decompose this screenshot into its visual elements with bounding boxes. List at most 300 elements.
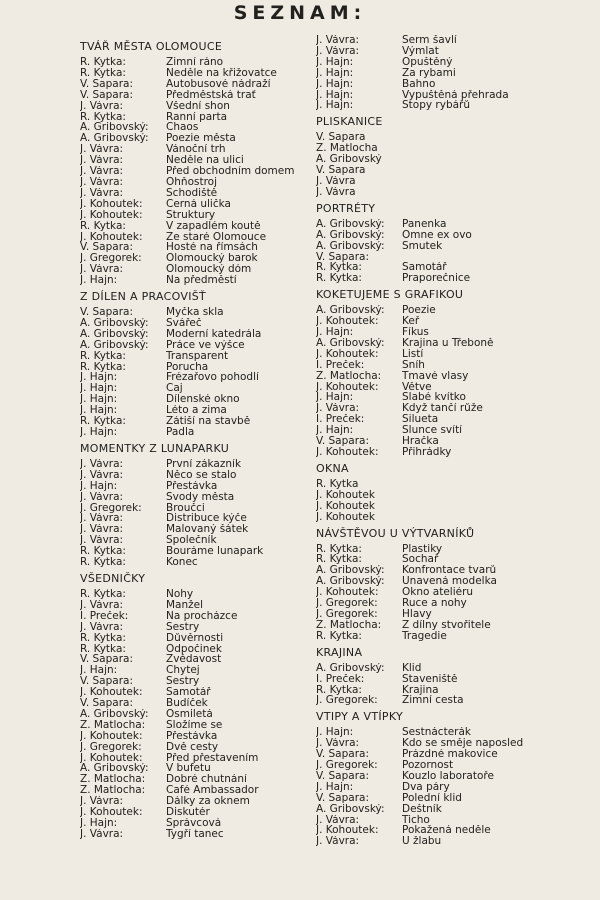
- work-title: Dálky za oknem: [166, 796, 250, 808]
- author-name: J. Kohoutek:: [80, 231, 143, 243]
- list-item: [316, 782, 588, 793]
- list-item: [80, 709, 312, 720]
- list-item: [316, 219, 588, 230]
- work-title: [402, 252, 588, 263]
- list-item: [316, 46, 588, 57]
- list-item: [316, 414, 588, 425]
- author-name: R. Kytka:: [316, 630, 362, 642]
- list-item: [80, 177, 312, 188]
- list-item: [316, 403, 588, 414]
- work-title: Transparent: [166, 350, 229, 362]
- list-item: [316, 436, 588, 447]
- author-name: V. Sapara:: [316, 770, 369, 782]
- section-navstevou-u-vytvarniku: [316, 528, 588, 642]
- list-item: [80, 676, 312, 687]
- work-title: Na procházce: [166, 610, 238, 622]
- work-title: Dílenské okno: [166, 394, 240, 406]
- author-name: J. Hajn:: [80, 480, 118, 492]
- list-item: [80, 57, 312, 68]
- author-name: J. Hajn:: [316, 78, 354, 90]
- list-item: [80, 731, 312, 742]
- list-item: [80, 416, 312, 427]
- work-title: Smutek: [402, 240, 443, 252]
- work-title: Práce ve výšce: [166, 339, 245, 351]
- list-item: [80, 763, 312, 774]
- author-name: A. Gribovský:: [316, 305, 385, 317]
- author-name: I. Preček:: [316, 414, 365, 426]
- list-item: [316, 598, 588, 609]
- list-item: [316, 382, 588, 393]
- work-title: Polední klid: [402, 792, 462, 804]
- work-title: Složíme se: [166, 719, 223, 731]
- list-item: [80, 535, 312, 546]
- work-title: [402, 165, 588, 176]
- list-item: [316, 738, 588, 749]
- author-name: J. Gregorek:: [316, 608, 378, 620]
- list-item: [80, 221, 312, 232]
- list-item: [316, 674, 588, 685]
- work-title: První zákazník: [166, 458, 242, 470]
- work-title: Hlavy: [402, 608, 432, 620]
- list-item: [316, 338, 588, 349]
- work-title: Samotář: [402, 262, 447, 274]
- author-name: I. Preček:: [316, 673, 365, 685]
- list-item: [80, 774, 312, 785]
- author-name: R. Kytka:: [80, 220, 126, 232]
- work-title: Silueta: [402, 414, 439, 426]
- author-name: J. Hajn:: [80, 383, 118, 395]
- list-item: [80, 351, 312, 362]
- list-item: [80, 362, 312, 373]
- author-name: V. Sapara: [316, 132, 366, 144]
- list-item: [316, 230, 588, 241]
- list-item: [80, 807, 312, 818]
- work-title: Léto a zima: [166, 405, 227, 417]
- author-name: J. Kohoutek:: [80, 730, 143, 742]
- author-name: J. Gregorek:: [80, 502, 142, 514]
- author-name: R. Kytka:: [80, 361, 126, 373]
- list-item: [316, 501, 588, 512]
- work-title: Malovaný šátek: [166, 524, 249, 536]
- list-item: [80, 753, 312, 764]
- work-title: Tygří tanec: [166, 828, 224, 840]
- section-continued: [316, 35, 588, 111]
- section-vsednicky: [80, 573, 312, 840]
- work-title: Zvědavost: [166, 654, 222, 666]
- work-title: Distribuce kýče: [166, 513, 247, 525]
- work-title: Za rybami: [402, 67, 456, 79]
- list-item: [80, 698, 312, 709]
- author-name: J. Vávra:: [316, 403, 360, 415]
- work-title: Bouráme lunapark: [166, 546, 264, 558]
- right-column: [316, 35, 588, 847]
- section-portrety: [316, 203, 588, 284]
- author-name: J. Kohoutek:: [80, 209, 143, 221]
- list-item: [80, 589, 312, 600]
- author-name: V. Sapara:: [80, 89, 133, 101]
- author-name: A. Gribovský:: [316, 576, 385, 588]
- work-title: Deštník: [402, 803, 442, 815]
- work-title: Ranní parta: [166, 111, 228, 123]
- work-title: Šestnácterák: [402, 727, 471, 739]
- author-name: J. Vávra:: [80, 599, 124, 611]
- work-title: Neděle na ulici: [166, 155, 244, 167]
- author-name: J. Kohoutek:: [316, 825, 379, 837]
- list-item: [80, 133, 312, 144]
- author-name: Z. Matlocha:: [80, 774, 146, 786]
- list-item: [80, 829, 312, 840]
- list-item: [80, 427, 312, 438]
- list-item: [80, 546, 312, 557]
- list-item: [80, 796, 312, 807]
- list-item: [316, 544, 588, 555]
- list-item: [316, 749, 588, 760]
- section-title: KRAJINA: [316, 645, 363, 659]
- work-title: Z dílny stvořitele: [402, 619, 491, 631]
- work-title: Struktury: [166, 209, 216, 221]
- author-name: A. Gribovský:: [80, 763, 149, 775]
- author-name: R. Kytka:: [316, 273, 362, 285]
- list-item: [316, 815, 588, 826]
- list-item: [316, 620, 588, 631]
- work-title: Na předměstí: [166, 275, 237, 287]
- author-name: Z. Matlocha:: [316, 619, 382, 631]
- work-title: Přestávka: [166, 480, 218, 492]
- section-title: VŠEDNIČKY: [80, 571, 146, 585]
- section-momentky-z-lunaparku: [80, 443, 312, 568]
- section-title: KOKETUJEME S GRAFIKOU: [316, 288, 464, 302]
- list-item: [80, 665, 312, 676]
- section-krajina: [316, 647, 588, 707]
- work-title: Café Ambassador: [166, 785, 259, 797]
- author-name: J. Hajn:: [316, 727, 354, 739]
- list-item: [80, 720, 312, 731]
- section-title: MOMENTKY Z LUNAPARKU: [80, 441, 230, 455]
- author-name: R. Kytka:: [80, 632, 126, 644]
- work-title: Něco se stalo: [166, 469, 237, 481]
- list-item: [316, 143, 588, 154]
- work-title: Přestávka: [166, 730, 218, 742]
- list-item: [80, 742, 312, 753]
- author-name: J. Vávra:: [316, 738, 360, 750]
- work-title: Správcová: [166, 818, 222, 829]
- work-title: [402, 154, 588, 165]
- author-name: J. Hajn:: [316, 67, 354, 79]
- work-title: Všední shon: [166, 100, 230, 112]
- section-pliskanice: [316, 116, 588, 197]
- work-title: Pokažená neděle: [402, 825, 491, 837]
- list-item: [316, 771, 588, 782]
- author-name: J. Hajn:: [316, 425, 354, 437]
- author-name: J. Hajn:: [80, 372, 118, 384]
- list-item: [80, 611, 312, 622]
- author-name: J. Vávra:: [80, 166, 124, 177]
- work-title: Zátiší na stavbě: [166, 416, 251, 427]
- author-name: J. Kohoutek:: [80, 807, 143, 818]
- work-title: Samotář: [166, 687, 211, 699]
- work-title: Sestry: [166, 621, 200, 633]
- list-item: [80, 644, 312, 655]
- author-name: J. Hajn:: [316, 100, 354, 112]
- list-item: [80, 307, 312, 318]
- list-item: [80, 264, 312, 275]
- list-item: [316, 685, 588, 696]
- work-title: Slunce svítí: [402, 425, 463, 437]
- list-item: [80, 459, 312, 470]
- author-name: J. Vávra:: [80, 458, 124, 470]
- section-vtipy-a-vtipky: [316, 711, 588, 847]
- work-title: Myčka skla: [166, 307, 224, 318]
- author-name: A. Gribovský:: [80, 328, 149, 340]
- list-item: [80, 470, 312, 481]
- work-title: Hosté na římsách: [166, 242, 258, 254]
- work-title: Klid: [402, 662, 422, 674]
- author-name: R. Kytka:: [316, 684, 362, 696]
- list-item: [80, 188, 312, 199]
- work-title: Porucha: [166, 361, 209, 373]
- work-title: Nohy: [166, 588, 194, 600]
- author-name: J. Vávra:: [316, 35, 360, 46]
- list-item: [80, 481, 312, 492]
- work-title: Keř: [402, 316, 420, 328]
- work-title: Krajina: [402, 684, 439, 696]
- work-title: Stopy rybářů: [402, 100, 471, 112]
- author-name: Z. Matlocha:: [80, 719, 146, 731]
- work-title: Sníh: [402, 359, 425, 371]
- list-item: [316, 241, 588, 252]
- list-item: [316, 132, 588, 143]
- work-title: Odpočinek: [166, 643, 222, 655]
- section-title: PLISKANICE: [316, 115, 383, 129]
- list-item: [316, 695, 588, 706]
- list-item: [80, 253, 312, 264]
- list-item: [316, 490, 588, 501]
- work-title: Osmiletá: [166, 708, 213, 720]
- list-item: [80, 79, 312, 90]
- author-name: J. Vávra:: [80, 187, 124, 199]
- author-name: R. Kytka:: [80, 350, 126, 362]
- list-item: [316, 371, 588, 382]
- author-name: V. Sapara:: [80, 676, 133, 688]
- author-name: J. Vávra:: [80, 176, 124, 188]
- list-item: [316, 154, 588, 165]
- section-okna: [316, 463, 588, 523]
- list-item: [80, 318, 312, 329]
- author-name: J. Gregorek:: [316, 598, 378, 609]
- list-item: [316, 360, 588, 371]
- work-title: Když tančí růže: [402, 403, 483, 415]
- work-title: Šerm šavlí: [402, 35, 457, 46]
- author-name: R. Kytka:: [316, 543, 362, 555]
- author-name: R. Kytka:: [80, 557, 126, 568]
- list-item: [80, 144, 312, 155]
- work-title: Před obchodním domem: [166, 166, 295, 177]
- author-name: J. Vávra:: [80, 100, 124, 112]
- list-item: [80, 340, 312, 351]
- work-title: [402, 490, 588, 501]
- list-item: [316, 392, 588, 403]
- list-item: [80, 818, 312, 829]
- author-name: J. Hajn:: [316, 56, 354, 68]
- author-name: A. Gribovský:: [316, 218, 385, 230]
- list-item: [316, 262, 588, 273]
- section-title: PORTRÉTY: [316, 201, 376, 215]
- work-title: Předměstská trať: [166, 89, 256, 101]
- author-name: Z. Matlocha:: [316, 370, 382, 382]
- work-title: Poezie: [402, 305, 436, 317]
- work-title: Listí: [402, 348, 424, 360]
- list-item: [316, 576, 588, 587]
- work-title: Opuštěný: [402, 56, 453, 68]
- list-item: [80, 199, 312, 210]
- work-title: V bufetu: [166, 763, 211, 775]
- work-title: Prázdné makovice: [402, 749, 498, 761]
- work-title: Fíkus: [402, 327, 429, 338]
- author-name: J. Hajn:: [316, 89, 354, 101]
- work-title: Omne ex ovo: [402, 229, 472, 241]
- list-item: [316, 57, 588, 68]
- author-name: A. Gribovský:: [80, 122, 149, 134]
- list-item: [316, 760, 588, 771]
- list-item: [316, 176, 588, 187]
- author-name: J. Vávra:: [80, 535, 124, 547]
- author-name: A. Gribovský:: [316, 565, 385, 577]
- list-item: [316, 316, 588, 327]
- author-name: A. Gribovský:: [316, 240, 385, 252]
- author-name: J. Kohoutek: [316, 500, 375, 512]
- work-title: Zimní ráno: [166, 57, 224, 68]
- work-title: Okno ateliéru: [402, 587, 474, 599]
- author-name: R. Kytka:: [80, 643, 126, 655]
- author-name: J. Vávra:: [80, 264, 124, 276]
- work-title: Padla: [166, 427, 195, 438]
- list-item: [80, 155, 312, 166]
- list-item: [80, 600, 312, 611]
- work-title: Ruce a nohy: [402, 598, 467, 609]
- author-name: V. Sapara:: [80, 698, 133, 709]
- author-name: J. Hajn:: [80, 818, 118, 829]
- work-title: Autobusové nádraží: [166, 78, 271, 90]
- author-name: J. Vávra:: [80, 469, 124, 481]
- list-item: [80, 492, 312, 503]
- author-name: V. Sapara:: [80, 307, 133, 318]
- author-name: J. Vávra:: [80, 491, 124, 503]
- list-item: [316, 187, 588, 198]
- author-name: J. Vávra:: [80, 155, 124, 167]
- work-title: U žlabu: [402, 836, 442, 848]
- author-name: V. Sapara:: [316, 749, 369, 761]
- author-name: A. Gribovský:: [316, 229, 385, 241]
- list-item: [316, 90, 588, 101]
- author-name: A. Gribovský:: [316, 662, 385, 674]
- author-name: R. Kytka:: [80, 588, 126, 600]
- author-name: J. Vávra:: [316, 836, 360, 848]
- work-title: Olomoucký dóm: [166, 264, 252, 276]
- author-name: V. Sapara: [316, 165, 366, 176]
- author-name: I. Preček:: [316, 359, 365, 371]
- list-item: [80, 210, 312, 221]
- author-name: J. Vávra: [316, 175, 356, 187]
- author-name: J. Vávra:: [80, 828, 124, 840]
- work-title: Černá ulička: [166, 198, 231, 210]
- work-title: Společník: [166, 535, 217, 547]
- list-item: [316, 479, 588, 490]
- work-title: Kouzlo laboratoře: [402, 770, 494, 782]
- author-name: J. Kohoutek:: [80, 198, 143, 210]
- author-name: Z. Matlocha: [316, 143, 378, 155]
- author-name: J. Hajn:: [80, 394, 118, 406]
- list-item: [80, 90, 312, 101]
- section-title: TVÁŘ MĚSTA OLOMOUCE: [80, 40, 223, 53]
- author-name: J. Hajn:: [316, 781, 354, 793]
- list-item: [316, 727, 588, 738]
- work-title: Tmavé vlasy: [402, 370, 469, 382]
- author-name: J. Hajn:: [80, 427, 118, 438]
- work-title: Unavená modelka: [402, 576, 497, 588]
- list-item: [316, 587, 588, 598]
- author-name: J. Hajn:: [316, 392, 354, 404]
- list-item: [316, 825, 588, 836]
- list-item: [80, 372, 312, 383]
- work-title: Chaos: [166, 122, 199, 134]
- section-tvar-mesta-olomouce: [80, 41, 312, 286]
- list-item: [80, 68, 312, 79]
- work-title: Budíček: [166, 698, 208, 709]
- author-name: J. Kohoutek:: [316, 348, 379, 360]
- work-title: Před přestavením: [166, 752, 259, 764]
- list-item: [316, 565, 588, 576]
- author-name: V. Sapara:: [316, 436, 369, 447]
- work-title: Bahno: [402, 78, 436, 90]
- author-name: R. Kytka: [316, 478, 359, 490]
- author-name: J. Vávra:: [80, 513, 124, 525]
- work-title: Neděle na křižovatce: [166, 67, 277, 79]
- author-name: J. Kohoutek:: [80, 687, 143, 699]
- author-name: A. Gribovský:: [80, 317, 149, 329]
- list-item: [316, 554, 588, 565]
- section-title: OKNA: [316, 461, 349, 475]
- work-title: Poezie města: [166, 133, 236, 145]
- work-title: [402, 143, 588, 154]
- list-item: [80, 329, 312, 340]
- author-name: R. Kytka:: [80, 57, 126, 68]
- author-name: V. Sapara:: [80, 654, 133, 666]
- left-column: [80, 36, 312, 840]
- section-title: VTIPY A VTÍPKY: [316, 710, 403, 724]
- author-name: V. Sapara:: [80, 242, 133, 254]
- work-title: Dobré chutnání: [166, 774, 247, 786]
- work-title: [402, 176, 588, 187]
- work-title: Sestry: [166, 676, 200, 688]
- list-item: [80, 503, 312, 514]
- work-title: Pozornost: [402, 760, 454, 771]
- work-title: Dva páry: [402, 781, 450, 793]
- author-name: J. Hajn:: [316, 327, 354, 338]
- author-name: A. Gribovský:: [316, 337, 385, 349]
- work-title: Čaj: [166, 383, 183, 395]
- work-title: V zapadlém koutě: [166, 220, 261, 232]
- list-item: [316, 252, 588, 263]
- list-item: [316, 100, 588, 111]
- list-item: [316, 631, 588, 642]
- page-title: SEZNAM:: [233, 2, 367, 24]
- author-name: Z. Matlocha:: [80, 785, 146, 797]
- work-title: Praporečnice: [402, 273, 471, 285]
- author-name: J. Kohoutek:: [316, 381, 379, 393]
- list-item: [80, 383, 312, 394]
- work-title: Slabé kvítko: [402, 392, 466, 404]
- work-title: Konfrontace tvarů: [402, 565, 497, 577]
